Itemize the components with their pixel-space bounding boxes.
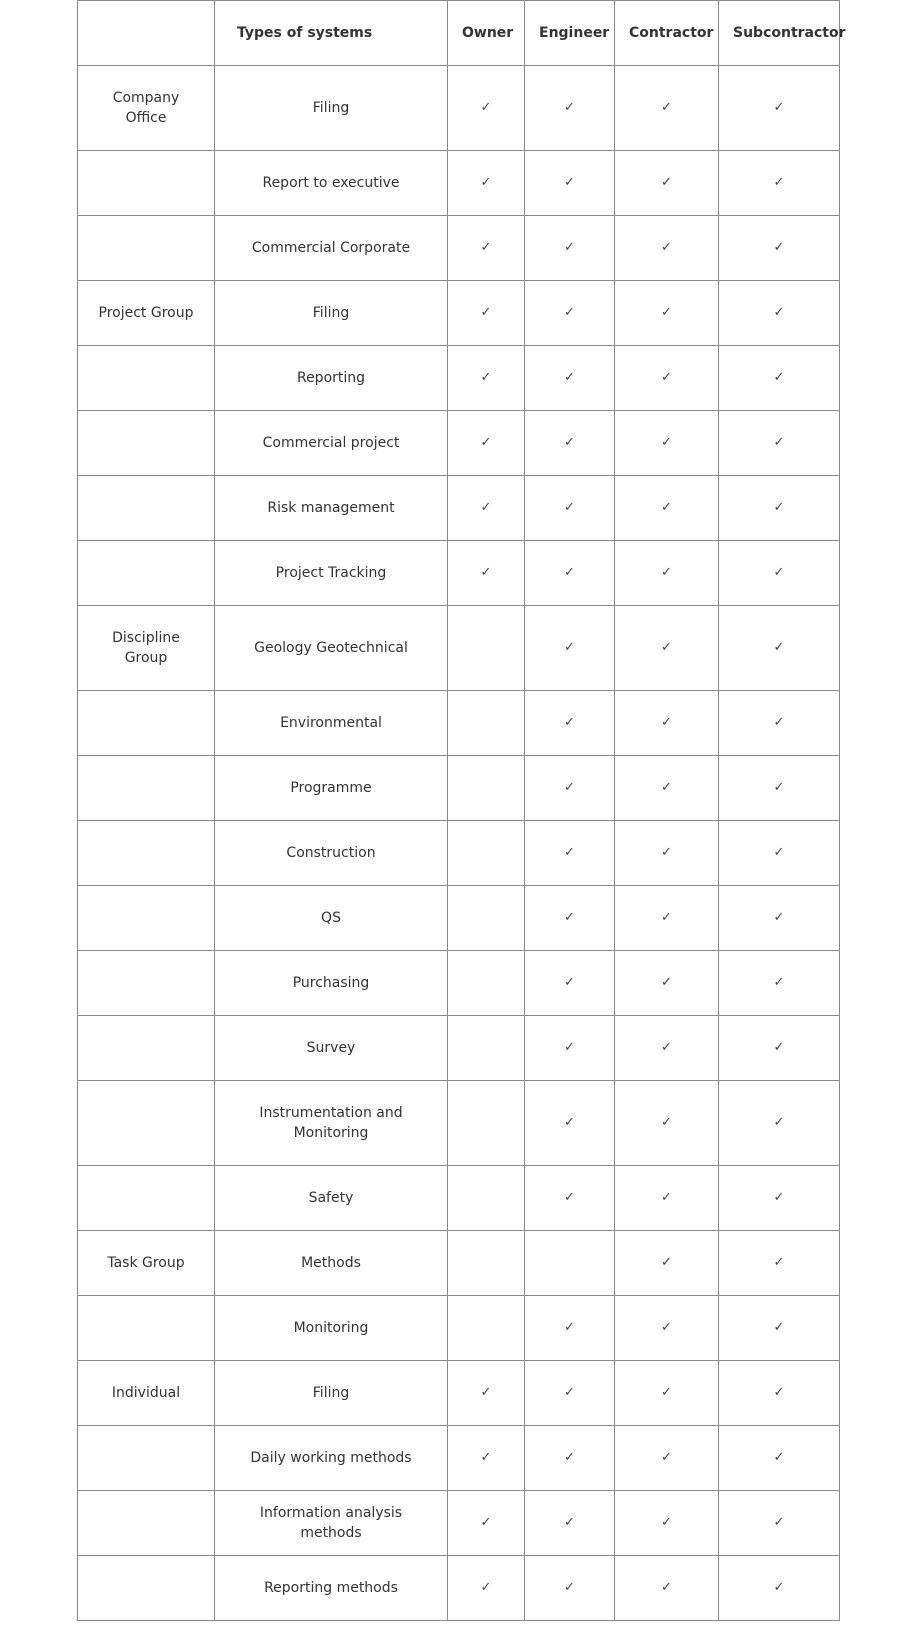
engineer-check: ✓ xyxy=(525,216,615,281)
system-cell: Methods xyxy=(215,1231,448,1296)
engineer-check: ✓ xyxy=(525,1166,615,1231)
engineer-check: ✓ xyxy=(525,691,615,756)
subcontractor-check: ✓ xyxy=(719,281,840,346)
subcontractor-check: ✓ xyxy=(719,541,840,606)
subcontractor-check: ✓ xyxy=(719,1361,840,1426)
engineer-check: ✓ xyxy=(525,1491,615,1556)
system-cell: Survey xyxy=(215,1016,448,1081)
engineer-check: ✓ xyxy=(525,756,615,821)
contractor-check: ✓ xyxy=(615,1361,719,1426)
engineer-check: ✓ xyxy=(525,411,615,476)
contractor-check: ✓ xyxy=(615,1556,719,1621)
table-row xyxy=(78,1491,840,1556)
group-cell xyxy=(78,821,215,886)
system-cell: Filing xyxy=(215,1361,448,1426)
owner-check: ✓ xyxy=(448,541,525,606)
contractor-check: ✓ xyxy=(615,151,719,216)
system-cell: Monitoring xyxy=(215,1296,448,1361)
subcontractor-check: ✓ xyxy=(719,151,840,216)
header-owner: Owner xyxy=(448,1,525,66)
owner-check xyxy=(448,821,525,886)
table-row xyxy=(78,951,840,1016)
group-cell xyxy=(78,1426,215,1491)
owner-check: ✓ xyxy=(448,476,525,541)
subcontractor-check: ✓ xyxy=(719,476,840,541)
contractor-check: ✓ xyxy=(615,691,719,756)
group-cell xyxy=(78,1296,215,1361)
owner-check xyxy=(448,1231,525,1296)
table-row xyxy=(78,346,840,411)
group-cell xyxy=(78,1081,215,1166)
system-cell: QS xyxy=(215,886,448,951)
table-row xyxy=(78,411,840,476)
subcontractor-check: ✓ xyxy=(719,216,840,281)
system-cell: Purchasing xyxy=(215,951,448,1016)
table-row xyxy=(78,691,840,756)
system-cell: Information analysis methods xyxy=(215,1491,448,1556)
table-row xyxy=(78,151,840,216)
subcontractor-check: ✓ xyxy=(719,1491,840,1556)
owner-check: ✓ xyxy=(448,346,525,411)
owner-check: ✓ xyxy=(448,281,525,346)
owner-check: ✓ xyxy=(448,216,525,281)
subcontractor-check: ✓ xyxy=(719,1556,840,1621)
contractor-check: ✓ xyxy=(615,951,719,1016)
engineer-check: ✓ xyxy=(525,281,615,346)
group-cell: Discipline Group xyxy=(78,606,215,691)
table-row xyxy=(78,1231,840,1296)
group-cell xyxy=(78,756,215,821)
owner-check xyxy=(448,691,525,756)
engineer-check: ✓ xyxy=(525,606,615,691)
group-cell xyxy=(78,1491,215,1556)
owner-check: ✓ xyxy=(448,411,525,476)
table-row xyxy=(78,756,840,821)
system-cell: Reporting xyxy=(215,346,448,411)
owner-check xyxy=(448,606,525,691)
subcontractor-check: ✓ xyxy=(719,756,840,821)
table-row xyxy=(78,1556,840,1621)
subcontractor-check: ✓ xyxy=(719,411,840,476)
contractor-check: ✓ xyxy=(615,821,719,886)
engineer-check: ✓ xyxy=(525,1296,615,1361)
subcontractor-check: ✓ xyxy=(719,1426,840,1491)
group-cell xyxy=(78,1016,215,1081)
table-row xyxy=(78,476,840,541)
subcontractor-check: ✓ xyxy=(719,886,840,951)
header-subcontractor: Subcontractor xyxy=(719,1,840,66)
contractor-check: ✓ xyxy=(615,1491,719,1556)
subcontractor-check: ✓ xyxy=(719,1231,840,1296)
group-cell xyxy=(78,1556,215,1621)
contractor-check: ✓ xyxy=(615,216,719,281)
system-cell: Construction xyxy=(215,821,448,886)
engineer-check xyxy=(525,1231,615,1296)
system-cell: Risk management xyxy=(215,476,448,541)
engineer-check: ✓ xyxy=(525,1426,615,1491)
engineer-check: ✓ xyxy=(525,1361,615,1426)
contractor-check: ✓ xyxy=(615,66,719,151)
system-cell: Environmental xyxy=(215,691,448,756)
table-header-row xyxy=(78,1,840,66)
subcontractor-check: ✓ xyxy=(719,1166,840,1231)
contractor-check: ✓ xyxy=(615,476,719,541)
table-row xyxy=(78,66,840,151)
engineer-check: ✓ xyxy=(525,476,615,541)
group-cell xyxy=(78,951,215,1016)
group-cell xyxy=(78,476,215,541)
engineer-check: ✓ xyxy=(525,541,615,606)
group-cell: Individual xyxy=(78,1361,215,1426)
system-cell: Instrumentation and Monitoring xyxy=(215,1081,448,1166)
system-cell: Filing xyxy=(215,66,448,151)
subcontractor-check: ✓ xyxy=(719,951,840,1016)
contractor-check: ✓ xyxy=(615,1016,719,1081)
subcontractor-check: ✓ xyxy=(719,1081,840,1166)
systems-table xyxy=(77,0,846,1621)
group-cell xyxy=(78,346,215,411)
table-row xyxy=(78,1016,840,1081)
owner-check: ✓ xyxy=(448,1556,525,1621)
contractor-check: ✓ xyxy=(615,1081,719,1166)
table-row xyxy=(78,1426,840,1491)
contractor-check: ✓ xyxy=(615,886,719,951)
group-cell: Project Group xyxy=(78,281,215,346)
table-row xyxy=(78,1361,840,1426)
system-cell: Commercial project xyxy=(215,411,448,476)
table-row xyxy=(78,281,840,346)
table-row xyxy=(78,216,840,281)
subcontractor-check: ✓ xyxy=(719,66,840,151)
owner-check: ✓ xyxy=(448,66,525,151)
contractor-check: ✓ xyxy=(615,1426,719,1491)
engineer-check: ✓ xyxy=(525,151,615,216)
engineer-check: ✓ xyxy=(525,951,615,1016)
table-row xyxy=(78,1296,840,1361)
subcontractor-check: ✓ xyxy=(719,1296,840,1361)
subcontractor-check: ✓ xyxy=(719,606,840,691)
system-cell: Reporting methods xyxy=(215,1556,448,1621)
table-row xyxy=(78,886,840,951)
owner-check: ✓ xyxy=(448,1361,525,1426)
contractor-check: ✓ xyxy=(615,541,719,606)
engineer-check: ✓ xyxy=(525,821,615,886)
table-row xyxy=(78,1166,840,1231)
contractor-check: ✓ xyxy=(615,756,719,821)
owner-check xyxy=(448,1016,525,1081)
subcontractor-check: ✓ xyxy=(719,1016,840,1081)
owner-check xyxy=(448,1081,525,1166)
table-row xyxy=(78,1081,840,1166)
engineer-check: ✓ xyxy=(525,886,615,951)
owner-check xyxy=(448,1166,525,1231)
system-cell: Programme xyxy=(215,756,448,821)
contractor-check: ✓ xyxy=(615,411,719,476)
owner-check: ✓ xyxy=(448,151,525,216)
owner-check xyxy=(448,886,525,951)
group-cell xyxy=(78,411,215,476)
group-cell xyxy=(78,541,215,606)
contractor-check: ✓ xyxy=(615,1166,719,1231)
contractor-check: ✓ xyxy=(615,1231,719,1296)
owner-check: ✓ xyxy=(448,1491,525,1556)
subcontractor-check: ✓ xyxy=(719,346,840,411)
contractor-check: ✓ xyxy=(615,346,719,411)
contractor-check: ✓ xyxy=(615,1296,719,1361)
group-cell: Company Office xyxy=(78,66,215,151)
contractor-check: ✓ xyxy=(615,281,719,346)
engineer-check: ✓ xyxy=(525,346,615,411)
header-group xyxy=(78,1,215,66)
group-cell xyxy=(78,886,215,951)
header-types-of-systems: Types of systems xyxy=(215,1,448,66)
system-cell: Daily working methods xyxy=(215,1426,448,1491)
header-contractor: Contractor xyxy=(615,1,719,66)
engineer-check: ✓ xyxy=(525,1556,615,1621)
owner-check: ✓ xyxy=(448,1426,525,1491)
system-cell: Filing xyxy=(215,281,448,346)
system-cell: Geology Geotechnical xyxy=(215,606,448,691)
system-cell: Safety xyxy=(215,1166,448,1231)
contractor-check: ✓ xyxy=(615,606,719,691)
header-engineer: Engineer xyxy=(525,1,615,66)
group-cell xyxy=(78,216,215,281)
owner-check xyxy=(448,756,525,821)
group-cell xyxy=(78,691,215,756)
group-cell xyxy=(78,151,215,216)
engineer-check: ✓ xyxy=(525,1081,615,1166)
engineer-check: ✓ xyxy=(525,66,615,151)
subcontractor-check: ✓ xyxy=(719,691,840,756)
table-row xyxy=(78,821,840,886)
subcontractor-check: ✓ xyxy=(719,821,840,886)
group-cell: Task Group xyxy=(78,1231,215,1296)
system-cell: Commercial Corporate xyxy=(215,216,448,281)
system-cell: Report to executive xyxy=(215,151,448,216)
group-cell xyxy=(78,1166,215,1231)
owner-check xyxy=(448,951,525,1016)
table-row xyxy=(78,606,840,691)
system-cell: Project Tracking xyxy=(215,541,448,606)
engineer-check: ✓ xyxy=(525,1016,615,1081)
table-row xyxy=(78,541,840,606)
owner-check xyxy=(448,1296,525,1361)
